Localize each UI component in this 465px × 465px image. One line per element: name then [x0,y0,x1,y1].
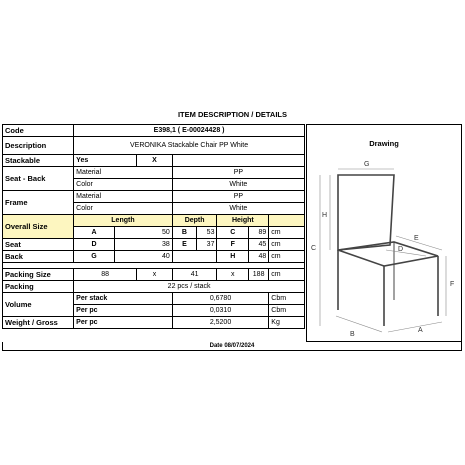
weight-value: 2,5200 [172,317,269,329]
date-footer: Date 08/07/2024 [2,342,462,351]
chair-backrest [338,175,394,250]
overall-size-label: Overall Size [3,215,74,239]
back-label: Back [3,251,74,263]
packing-size-label: Packing Size [3,269,74,281]
dim-g-label: G [74,251,115,263]
frame-color-label: Color [74,203,173,215]
label-e: E [414,235,419,242]
dim-h-value: 48 [248,251,268,263]
spec-table [2,124,305,329]
dim-f-value: 45 [248,239,268,251]
label-f: F [450,281,455,288]
dim-b-value: 53 [197,227,217,239]
seat-back-color: White [172,179,304,191]
packing-size-v1: 88 [74,269,137,281]
label-b: B [350,331,355,338]
stackable-mark: X [137,155,173,167]
back-empty [172,251,217,263]
row-back [3,251,305,263]
row-weight [3,317,305,329]
stackable-label: Stackable [3,155,74,167]
dim-e-label: E [172,239,196,251]
dim-c-value: 89 [248,227,268,239]
dim-h-label: H [217,251,249,263]
volume-label: Volume [3,293,74,317]
depth-header: Depth [172,215,217,227]
frame-material: PP [172,191,304,203]
drawing-title: Drawing [369,139,399,148]
code-value: E398,1 ( E-00024428 ) [74,125,305,137]
row-packing-size [3,269,305,281]
packing-label: Packing [3,281,74,293]
label-a: A [418,327,423,334]
row-volume-stack [3,293,305,305]
packing-size-v2: 41 [172,269,217,281]
row-packing [3,281,305,293]
row-seat [3,239,305,251]
packing-size-x2: x [217,269,249,281]
row-code [3,125,305,137]
dim-line-a [388,322,442,332]
dim-d-label: D [74,239,115,251]
seat-back-label: Seat - Back [3,167,74,191]
seat-back-material-label: Material [74,167,173,179]
dim-a-label: A [74,227,115,239]
dim-g-value: 40 [114,251,172,263]
overall-unit: cm [269,227,305,239]
packing-size-unit: cm [269,269,305,281]
description-label: Description [3,137,74,155]
dim-b-label: B [172,227,196,239]
row-seat-back-material [3,167,305,179]
weight-label: Weight / Gross [3,317,74,329]
volume-per-pc-value: 0,0310 [172,305,269,317]
row-description [3,137,305,155]
dim-e-value: 37 [197,239,217,251]
code-label: Code [3,125,74,137]
overall-header-empty [269,215,305,227]
seat-back-material: PP [172,167,304,179]
dim-line-b [336,316,382,332]
volume-per-stack-value: 0,6780 [172,293,269,305]
label-h: H [322,212,328,219]
description-value: VERONIKA Stackable Chair PP White [74,137,305,155]
dim-f-label: F [217,239,249,251]
chair-drawing [306,150,462,340]
volume-per-stack-label: Per stack [74,293,173,305]
stackable-empty [172,155,304,167]
frame-label: Frame [3,191,74,215]
packing-size-v3: 188 [248,269,268,281]
volume-stack-unit: Cbm [269,293,305,305]
dim-c-label: C [217,227,249,239]
volume-per-pc-label: Per pc [74,305,173,317]
length-header: Length [74,215,173,227]
seat-back-color-label: Color [74,179,173,191]
seat-unit: cm [269,239,305,251]
weight-per-pc-label: Per pc [74,317,173,329]
label-g: G [364,161,370,168]
label-d: D [398,246,404,253]
label-c: C [311,245,317,252]
dim-d-value: 38 [114,239,172,251]
stackable-yes: Yes [74,155,137,167]
height-header: Height [217,215,269,227]
frame-material-label: Material [74,191,173,203]
row-overall-header [3,215,305,227]
row-frame-material [3,191,305,203]
back-unit: cm [269,251,305,263]
packing-size-x1: x [137,269,173,281]
packing-value: 22 pcs / stack [74,281,305,293]
volume-pc-unit: Cbm [269,305,305,317]
dim-a-value: 50 [114,227,172,239]
row-stackable [3,155,305,167]
weight-unit: Kg [269,317,305,329]
seat-label: Seat [3,239,74,251]
document-title: ITEM DESCRIPTION / DETAILS [177,110,288,119]
frame-color: White [172,203,304,215]
